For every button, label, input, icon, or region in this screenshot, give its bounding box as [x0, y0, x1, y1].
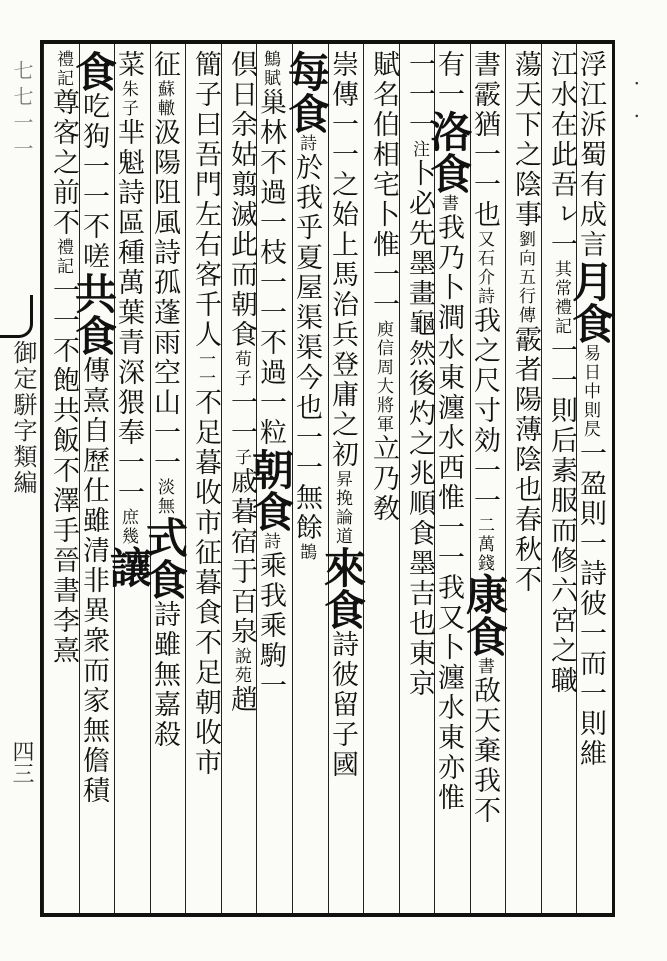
margin-marks: · ·: [625, 80, 649, 130]
annotation: 昇挽論道: [332, 470, 352, 546]
text-segment: 傳熹自歷仕雖清非異衆而家無儋積: [78, 356, 109, 806]
annotation: 說苑: [231, 647, 251, 685]
text-segment: 簡子曰吾門左右客千人: [190, 50, 221, 350]
annotation: 禮記: [53, 50, 73, 88]
text-column: [400, 50, 434, 908]
annotation: 劉向五行傳: [515, 230, 535, 325]
text-segment: 立乃敎: [368, 434, 399, 524]
text-segment: 汲陽阻風詩孤蓬雨空山一一: [149, 118, 180, 478]
annotation: 庶幾: [118, 508, 138, 546]
text-segment: 趙: [226, 685, 257, 715]
text-column: [104, 50, 153, 908]
book-gutter: [0, 40, 40, 917]
frame-bottom-rule: [40, 913, 615, 917]
annotation: 一一: [195, 350, 215, 388]
text-segment: 尊客之前不: [48, 88, 79, 238]
text-segment: 芈魁詩區種萬葉青深猥奉一一: [113, 118, 144, 508]
text-segment: 詩雖無嘉殺: [149, 600, 180, 750]
text-column: [282, 50, 331, 908]
text-column: [506, 50, 540, 908]
text-segment: 我乃卜澗水東瀍水西惟一一我又卜瀍水東亦惟: [433, 213, 464, 813]
text-segment: 卜必先墨畫龜然後灼之兆順食墨吉也東京: [404, 159, 435, 699]
gutter-marks: 七七一一: [10, 60, 34, 164]
text-segment: 一一: [226, 388, 257, 448]
text-segment: 浮江泝蜀有成言: [575, 50, 606, 260]
text-column: [566, 50, 615, 908]
text-column: [186, 50, 220, 908]
text-segment: 征: [149, 50, 180, 80]
headword: 朝食: [246, 448, 295, 532]
text-segment: 不足暮收市征暮食不足朝收市: [190, 388, 221, 778]
text-segment: 賦名伯相宅卜惟一一: [368, 50, 399, 320]
text-segment: 詩彼留子國: [327, 630, 358, 780]
text-segment: 倶日余姑翦滅此而朝食: [226, 50, 257, 350]
text-segment: 有一: [433, 50, 464, 110]
text-segment: 我之尺寸効一一: [469, 306, 500, 516]
annotation: 鵲: [296, 543, 316, 562]
text-segment: 乘我乘駒一: [255, 551, 286, 701]
text-segment: 敌天棄我不: [469, 676, 500, 826]
text-segment: 吃狗一一不嗟: [78, 92, 109, 272]
text-segment: 一一不飽共飯不澤手晉書李熹: [48, 276, 79, 666]
text-segment: 霰者陽薄陰也春秋不: [510, 325, 541, 595]
page-number: 四三: [9, 740, 34, 784]
text-segment: 一一一: [404, 50, 435, 140]
text-segment: 一盈則一詩彼一而一則維: [575, 439, 606, 769]
annotation: 易日中則昃: [580, 344, 600, 439]
annotation: 禮記: [53, 238, 73, 276]
text-column: [318, 50, 367, 908]
text-segment: 一一則后素服而修六宮之職: [546, 336, 577, 696]
text-column: [222, 50, 256, 908]
annotation: 朱子: [118, 80, 138, 118]
headword: 每食: [282, 50, 331, 134]
text-segment: 於我乎夏屋渠渠今也一一無餘: [291, 153, 322, 543]
text-segment: 書霰猶一一也: [469, 50, 500, 230]
annotation: 書: [438, 194, 458, 213]
text-column: [44, 50, 78, 908]
headword: 來食: [318, 546, 367, 630]
fold-mark: [0, 295, 33, 338]
headword: 康食: [460, 573, 509, 657]
text-segment: 菜: [113, 50, 144, 80]
annotation: 蘇轍: [154, 80, 174, 118]
headword: 洛食: [424, 110, 473, 194]
text-column: [460, 50, 509, 908]
annotation: 書: [474, 657, 494, 676]
text-column: [140, 50, 189, 908]
headword: 式食: [140, 516, 189, 600]
annotation: 子: [231, 448, 251, 467]
annotation: 詩: [296, 134, 316, 153]
annotation: 淡無: [154, 478, 174, 516]
annotation: 其常禮記: [551, 260, 571, 336]
annotation: 二萬錢: [474, 516, 494, 573]
text-column: [364, 50, 398, 908]
annotation: 庾信周大將軍: [373, 320, 393, 434]
text-column: [69, 50, 118, 908]
text-segment: 戚暮宿于百泉: [226, 467, 257, 647]
text-segment: 蕩天下之陰事: [510, 50, 541, 230]
annotation: 鷦賦: [260, 50, 280, 88]
text-column: [542, 50, 576, 908]
annotation: 荀子: [231, 350, 251, 388]
text-segment: 巢林不過一枝一一不過一粒: [255, 88, 286, 448]
text-column: [246, 50, 295, 908]
annotation: 注: [409, 140, 429, 159]
annotation: 詩: [260, 532, 280, 551]
right-margin: [615, 40, 665, 917]
text-segment: 崇傳一一之始上馬治兵登庸之初: [327, 50, 358, 470]
headword: 食: [69, 50, 118, 92]
book-title: 御定駢字類編: [9, 340, 37, 496]
text-segment: 江水在此吾ㇾ一: [546, 50, 577, 260]
headword: 月食: [566, 260, 615, 344]
annotation: 又石介詩: [474, 230, 494, 306]
headword: 讓: [104, 546, 153, 588]
text-column: [424, 50, 473, 908]
headword: 共食: [69, 272, 118, 356]
